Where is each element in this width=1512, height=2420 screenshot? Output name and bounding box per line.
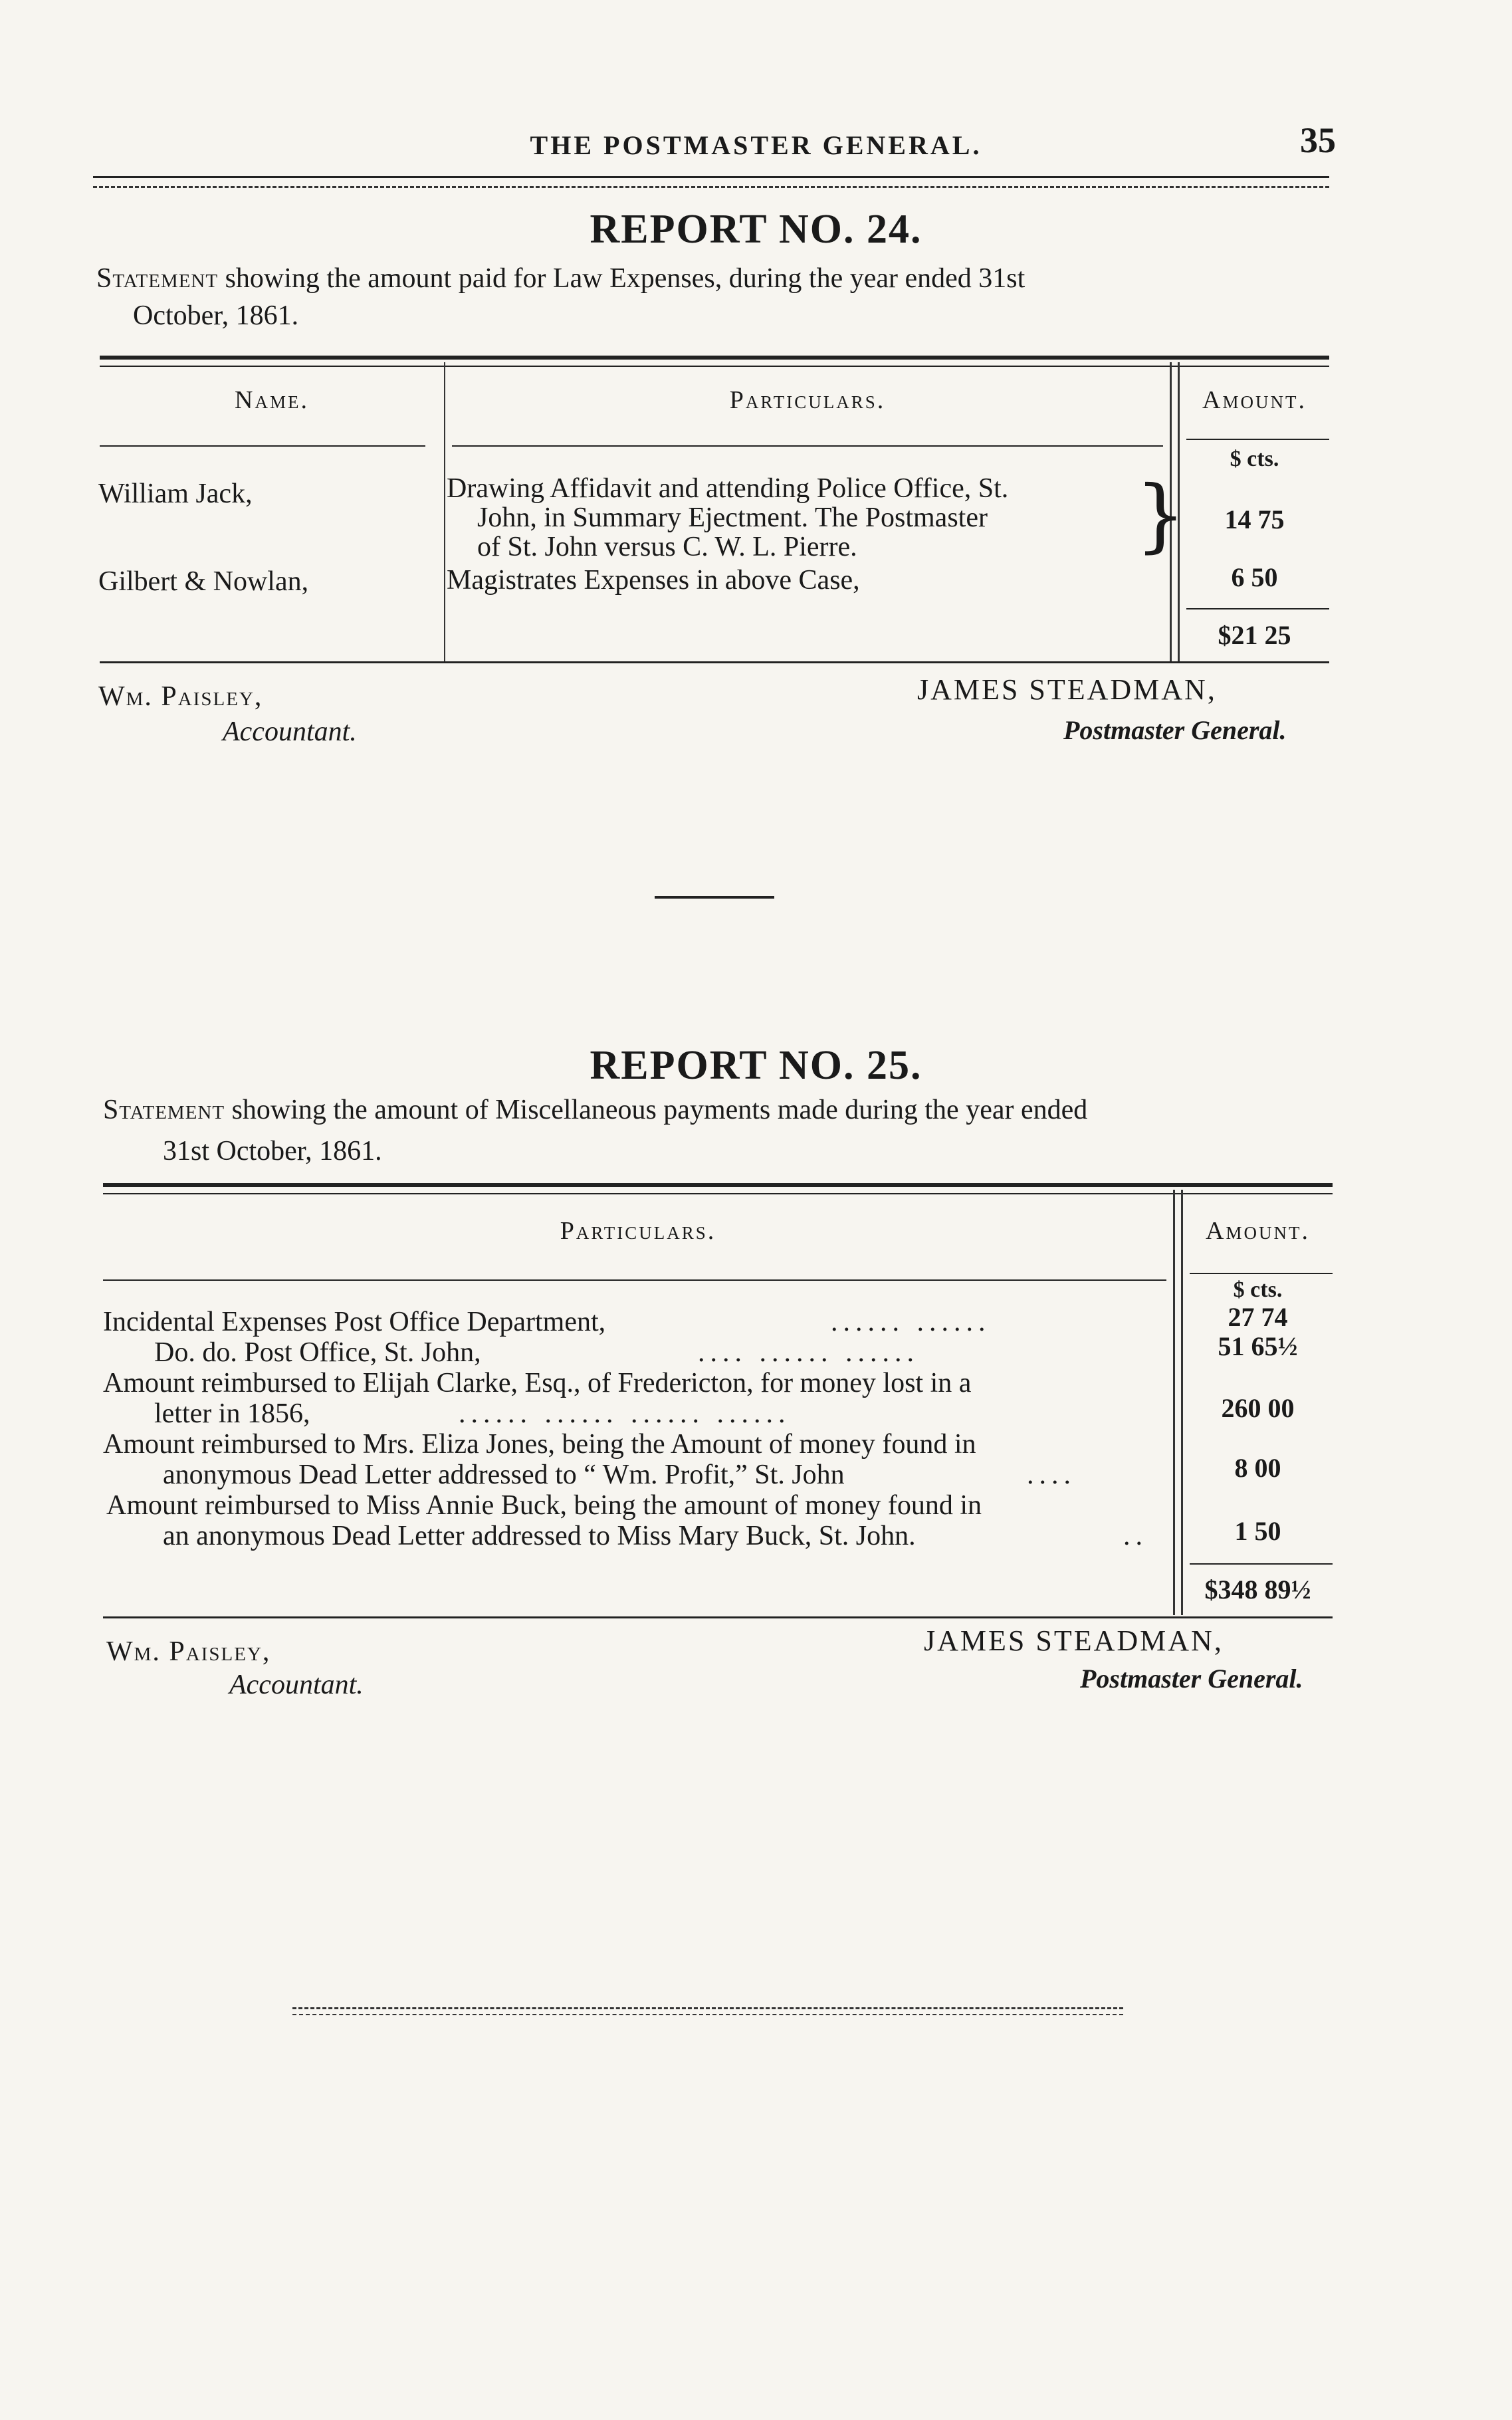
- table-25-row-4-amount: 8 00: [1234, 1453, 1281, 1483]
- report-24-accountant-title: Accountant.: [223, 716, 357, 747]
- report-25-postmaster-title: Postmaster General.: [1080, 1664, 1303, 1694]
- table-25-currency-header: $ cts.: [1233, 1277, 1283, 1302]
- table-25-top-rule-thin: [103, 1193, 1333, 1194]
- table-24-total: $21 25: [1218, 620, 1291, 650]
- report-24-postmaster-title: Postmaster General.: [1063, 715, 1287, 745]
- table-25-row-1-text: Incidental Expenses Post Office Department,: [103, 1307, 606, 1337]
- table-25-row-3-text-line2: letter in 1856,: [154, 1398, 310, 1429]
- table-24-row-1-name: William Jack,: [98, 479, 253, 509]
- footer-dash-rule-2: [292, 2014, 1123, 2015]
- table-25-row-2-amount: 51 65½: [1218, 1331, 1298, 1361]
- table-25-bottom-rule: [103, 1616, 1333, 1618]
- table-24-header-underline-1: [100, 445, 425, 447]
- table-24-header-particulars: Particulars.: [729, 386, 886, 414]
- header-rule: [93, 176, 1329, 178]
- table-25-header-underline-1: [103, 1279, 1166, 1281]
- table-25-col-divider-1: [1173, 1190, 1175, 1615]
- brace-mark: }: [1135, 469, 1186, 562]
- table-25-header-underline-2: [1190, 1273, 1333, 1274]
- report-25-statement-line2: 31st October, 1861.: [163, 1136, 382, 1166]
- report-24-accountant-name: Wm. Paisley,: [98, 681, 263, 712]
- page-number: 35: [1300, 120, 1336, 160]
- table-24-row-2-amount: 6 50: [1231, 562, 1278, 592]
- table-24-header-amount: Amount.: [1202, 386, 1307, 414]
- table-25-row-1-dots: ...... ......: [831, 1307, 991, 1337]
- table-25-row-2-text: Do. do. Post Office, St. John,: [154, 1337, 481, 1368]
- table-25-header-amount: Amount.: [1206, 1217, 1310, 1245]
- table-24-bottom-rule: [100, 661, 1329, 663]
- table-25-row-1-amount: 27 74: [1228, 1302, 1288, 1332]
- table-25-total: $348 89½: [1204, 1575, 1311, 1604]
- table-25-row-3-amount: 260 00: [1221, 1393, 1295, 1423]
- table-24-row-1-particulars-line1: Drawing Affidavit and attending Police Office, St.: [447, 473, 1009, 504]
- table-24-row-1-amount: 14 75: [1224, 504, 1285, 534]
- table-25-row-4-text-line1: Amount reimbursed to Mrs. Eliza Jones, being the Amount of money found in: [103, 1429, 976, 1460]
- table-25-top-rule: [103, 1183, 1333, 1187]
- report-25-accountant-title: Accountant.: [229, 1670, 364, 1700]
- statement-lead: Statement: [96, 263, 219, 294]
- section-separator: [655, 896, 774, 899]
- report-25-accountant-name: Wm. Paisley,: [106, 1636, 271, 1667]
- table-24-header-underline-2: [452, 445, 1163, 447]
- table-24-top-rule-thin: [100, 366, 1329, 367]
- report-25-title: REPORT NO. 25.: [590, 1043, 922, 1088]
- table-25-header-particulars: Particulars.: [560, 1217, 716, 1245]
- table-24-header-underline-3: [1186, 439, 1329, 440]
- table-24-row-1-particulars-line3: of St. John versus C. W. L. Pierre.: [477, 532, 857, 562]
- table-24-header-name: Name.: [235, 386, 309, 414]
- statement-text: showing the amount paid for Law Expenses, during the year ended 31st: [225, 263, 1026, 294]
- report-25-postmaster-name: JAMES STEADMAN,: [924, 1624, 1224, 1657]
- table-24-total-rule: [1186, 608, 1329, 609]
- table-25-row-5-amount: 1 50: [1234, 1516, 1281, 1546]
- report-24-title: REPORT NO. 24.: [590, 207, 922, 252]
- statement-text: showing the amount of Miscellaneous payments made during the year ended: [231, 1095, 1088, 1125]
- footer-dash-rule: [292, 2007, 1123, 2009]
- table-24-top-rule: [100, 356, 1329, 360]
- table-25-row-3-dots: ...... ...... ...... ......: [459, 1398, 791, 1429]
- table-25-row-2-dots: .... ...... ......: [698, 1337, 919, 1368]
- table-25-row-4-text-line2: anonymous Dead Letter addressed to “ Wm. Profit,” St. John: [163, 1460, 845, 1490]
- table-25-row-5-text-line2: an anonymous Dead Letter addressed to Miss Mary Buck, St. John.: [163, 1521, 916, 1551]
- table-24-row-2-name: Gilbert & Nowlan,: [98, 566, 309, 597]
- table-25-row-3-text-line1: Amount reimbursed to Elijah Clarke, Esq., of Fredericton, for money lost in a: [103, 1368, 972, 1398]
- report-24-statement-line2: October, 1861.: [133, 300, 299, 331]
- statement-lead: Statement: [103, 1095, 225, 1125]
- running-head: THE POSTMASTER GENERAL.: [530, 130, 982, 160]
- report-24-postmaster-name: JAMES STEADMAN,: [917, 673, 1217, 706]
- table-25-row-5-text-line1: Amount reimbursed to Miss Annie Buck, being the amount of money found in: [106, 1490, 982, 1521]
- header-dash-rule: [93, 186, 1329, 188]
- table-24-row-1-particulars-line2: John, in Summary Ejectment. The Postmaster: [477, 502, 988, 533]
- table-25-row-4-dots: ....: [1027, 1460, 1076, 1490]
- table-25-row-5-dots: ..: [1123, 1521, 1148, 1551]
- report-25-statement: [103, 1092, 1346, 1128]
- table-25-total-rule: [1190, 1563, 1333, 1565]
- table-24-row-2-particulars: Magistrates Expenses in above Case,: [447, 565, 860, 596]
- report-24-statement: [96, 261, 1339, 296]
- table-24-currency-header: $ cts.: [1230, 447, 1279, 471]
